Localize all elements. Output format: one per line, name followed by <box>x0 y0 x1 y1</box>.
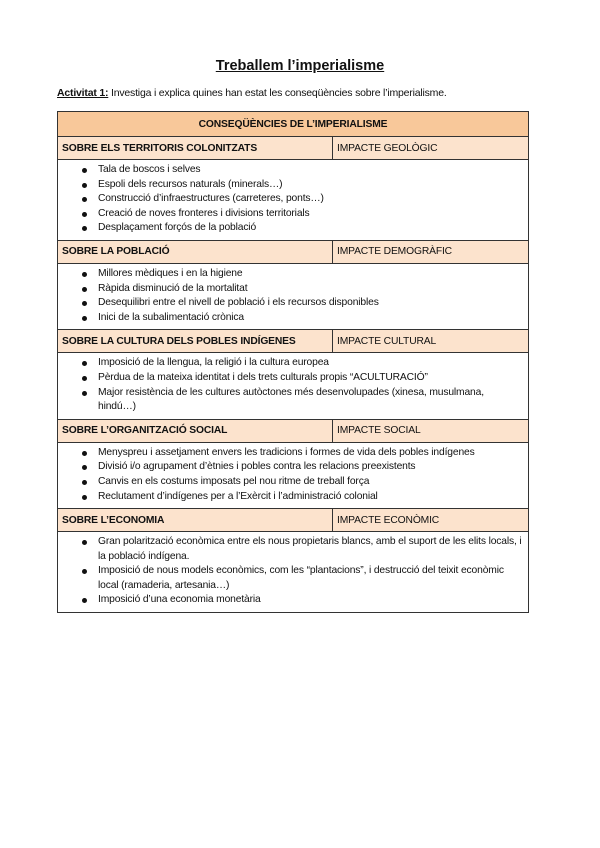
list-item: Creació de noves fronteres i divisions territorials <box>98 207 524 222</box>
list-item: Canvis en els costums imposats pel nou ritme de treball força <box>98 475 524 490</box>
section-impact: IMPACTE SOCIAL <box>333 419 529 442</box>
list-item: Major resistència de les cultures autòctones més desenvolupades (xinesa, musulmana, hindú…) <box>98 386 524 415</box>
section-title: SOBRE ELS TERRITORIS COLONITZATS <box>58 137 333 160</box>
bullet-list <box>58 535 524 608</box>
bullet-list <box>58 356 524 414</box>
list-item: Reclutament d’indígenes per a l’Exèrcit i l’administració colonial <box>98 490 524 505</box>
bullet-list <box>58 163 524 236</box>
section-content <box>58 442 529 508</box>
list-item: Gran polarització econòmica entre els nous propietaris blancs, amb el suport de les elits locals, i la població indígena. <box>98 535 524 564</box>
list-item: Desequilibri entre el nivell de població i els recursos disponibles <box>98 296 524 311</box>
list-item: Tala de boscos i selves <box>98 163 524 178</box>
section-header <box>58 509 529 532</box>
section-content <box>58 353 529 419</box>
list-item: Ràpida disminució de la mortalitat <box>98 282 524 297</box>
list-item: Desplaçament forçós de la població <box>98 221 524 236</box>
section-content <box>58 532 529 613</box>
section-title: SOBRE LA CULTURA DELS POBLES INDÍGENES <box>58 330 333 353</box>
list-item: Imposició d’una economia monetària <box>98 593 524 608</box>
section-impact: IMPACTE ECONÒMIC <box>333 509 529 532</box>
list-item: Millores mèdiques i en la higiene <box>98 267 524 282</box>
section-header <box>58 137 529 160</box>
list-item: Construcció d’infraestructures (carreteres, ponts…) <box>98 192 524 207</box>
section-title: SOBRE L’ECONOMIA <box>58 509 333 532</box>
table-header: CONSEQÜÈNCIES DE L’IMPERIALISME <box>58 112 529 137</box>
list-item: Espoli dels recursos naturals (minerals…) <box>98 178 524 193</box>
section-title: SOBRE LA POBLACIÓ <box>58 240 333 263</box>
list-item: Inici de la subalimentació crònica <box>98 311 524 326</box>
section-header <box>58 419 529 442</box>
section-header <box>58 240 529 263</box>
list-item: Divisió i/o agrupament d’ètnies i pobles contra les relacions preexistents <box>98 460 524 475</box>
list-item: Pèrdua de la mateixa identitat i dels trets culturals propis “ACULTURACIÓ” <box>98 371 524 386</box>
section-title: SOBRE L’ORGANITZACIÓ SOCIAL <box>58 419 333 442</box>
section-impact: IMPACTE GEOLÒGIC <box>333 137 529 160</box>
bullet-list <box>58 446 524 504</box>
page-title: Treballem l’imperialisme <box>215 58 385 74</box>
list-item: Imposició de nous models econòmics, com les “plantacions”, i destrucció del teixit econòmic local (ramaderia, artesania…) <box>98 564 524 593</box>
activity-instruction <box>57 87 447 99</box>
section-header <box>58 330 529 353</box>
list-item: Imposició de la llengua, la religió i la cultura europea <box>98 356 524 371</box>
section-impact: IMPACTE CULTURAL <box>333 330 529 353</box>
section-content <box>58 263 529 329</box>
activity-label: Activitat 1: <box>57 87 109 99</box>
list-item: Menyspreu i assetjament envers les tradicions i formes de vida dels pobles indígenes <box>98 446 524 461</box>
section-content <box>58 160 529 241</box>
bullet-list <box>58 267 524 325</box>
activity-text: Investiga i explica quines han estat les conseqüències sobre l’imperialisme. <box>108 87 447 99</box>
consequences-table <box>57 111 529 613</box>
section-impact: IMPACTE DEMOGRÀFIC <box>333 240 529 263</box>
